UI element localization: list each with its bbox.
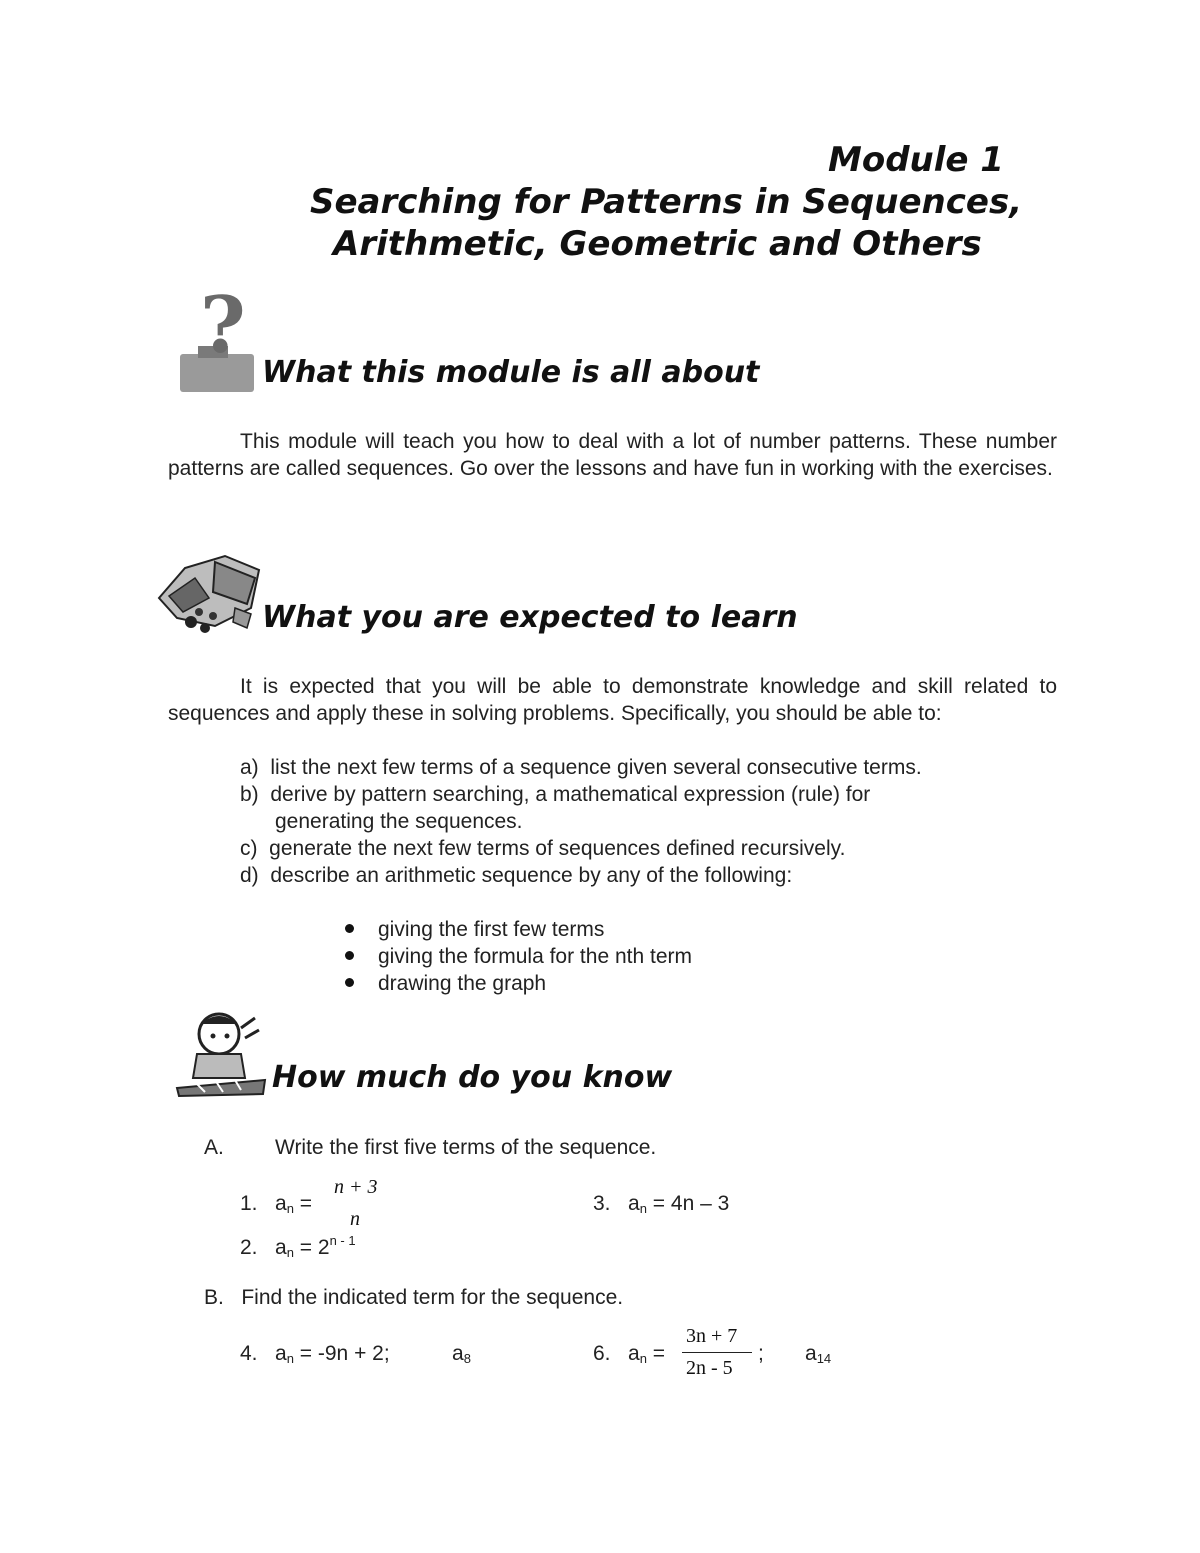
page-title-line2: Arithmetic, Geometric and Others <box>333 224 982 264</box>
bullet-icon <box>345 924 354 933</box>
objective-item: a) list the next few terms of a sequence given several consecutive terms. <box>240 756 922 779</box>
thinking-student-icon <box>175 1008 267 1098</box>
module-number: Module 1 <box>828 140 1004 180</box>
part-a-instruction: Write the first five terms of the sequence. <box>275 1136 657 1159</box>
q1-numerator: n + 3 <box>334 1176 378 1198</box>
question-3: 3. $a_n = 4n - 3$ <box>593 1192 730 1216</box>
q6-denominator: 2n - 5 <box>686 1357 733 1379</box>
q1-denominator: n <box>350 1208 360 1230</box>
bullet-icon <box>345 978 354 987</box>
bullet-item: drawing the graph <box>345 972 546 996</box>
svg-text:?: ? <box>200 288 246 371</box>
question-4: 4. $a_n = -9n + 2$; <box>240 1342 390 1366</box>
toolbox-icon <box>155 548 267 642</box>
bullet-item: giving the first few terms <box>345 918 604 942</box>
question-2: 2. $a_n = 2^{n - 1}$ <box>240 1233 356 1260</box>
expected-paragraph: It is expected that you will be able to demonstrate knowledge and skill related to sequences and apply these in solving problems. Specifically, you should be able to: <box>168 675 1057 725</box>
q6-numerator: 3n + 7 <box>686 1325 738 1347</box>
page-title-line1: Searching for Patterns in Sequences, <box>310 182 1023 222</box>
section-heading-know: How much do you know <box>272 1060 673 1095</box>
objective-item: d) describe an arithmetic sequence by any of the following: <box>240 864 793 887</box>
q6-separator: ; <box>758 1342 764 1365</box>
part-a-label: A. <box>204 1136 224 1159</box>
q6-target-term: $a_{14}$ <box>805 1342 832 1366</box>
q4-target-term: $a_8$ <box>452 1342 471 1366</box>
about-paragraph: This module will teach you how to deal with a lot of number patterns. These number patterns are called sequences. Go over the lessons and have fun in working with the exercises. <box>168 430 1057 480</box>
objective-item: c) generate the next few terms of sequences defined recursively. <box>240 837 846 860</box>
question-6: 6. $a_n$ = <box>593 1342 666 1366</box>
question-mark-icon <box>178 288 256 398</box>
objective-item-continuation: generating the sequences. <box>275 810 523 833</box>
fraction-bar <box>682 1352 752 1353</box>
bullet-icon <box>345 951 354 960</box>
objective-item: b) derive by pattern searching, a mathematical expression (rule) for <box>240 783 871 806</box>
bullet-item: giving the formula for the nth term <box>345 945 692 969</box>
section-heading-expected: What you are expected to learn <box>262 600 798 635</box>
part-b-instruction: B. Find the indicated term for the sequence. <box>204 1286 624 1309</box>
question-1: 1. $a_n$ = <box>240 1192 313 1216</box>
section-heading-about: What this module is all about <box>262 355 760 390</box>
